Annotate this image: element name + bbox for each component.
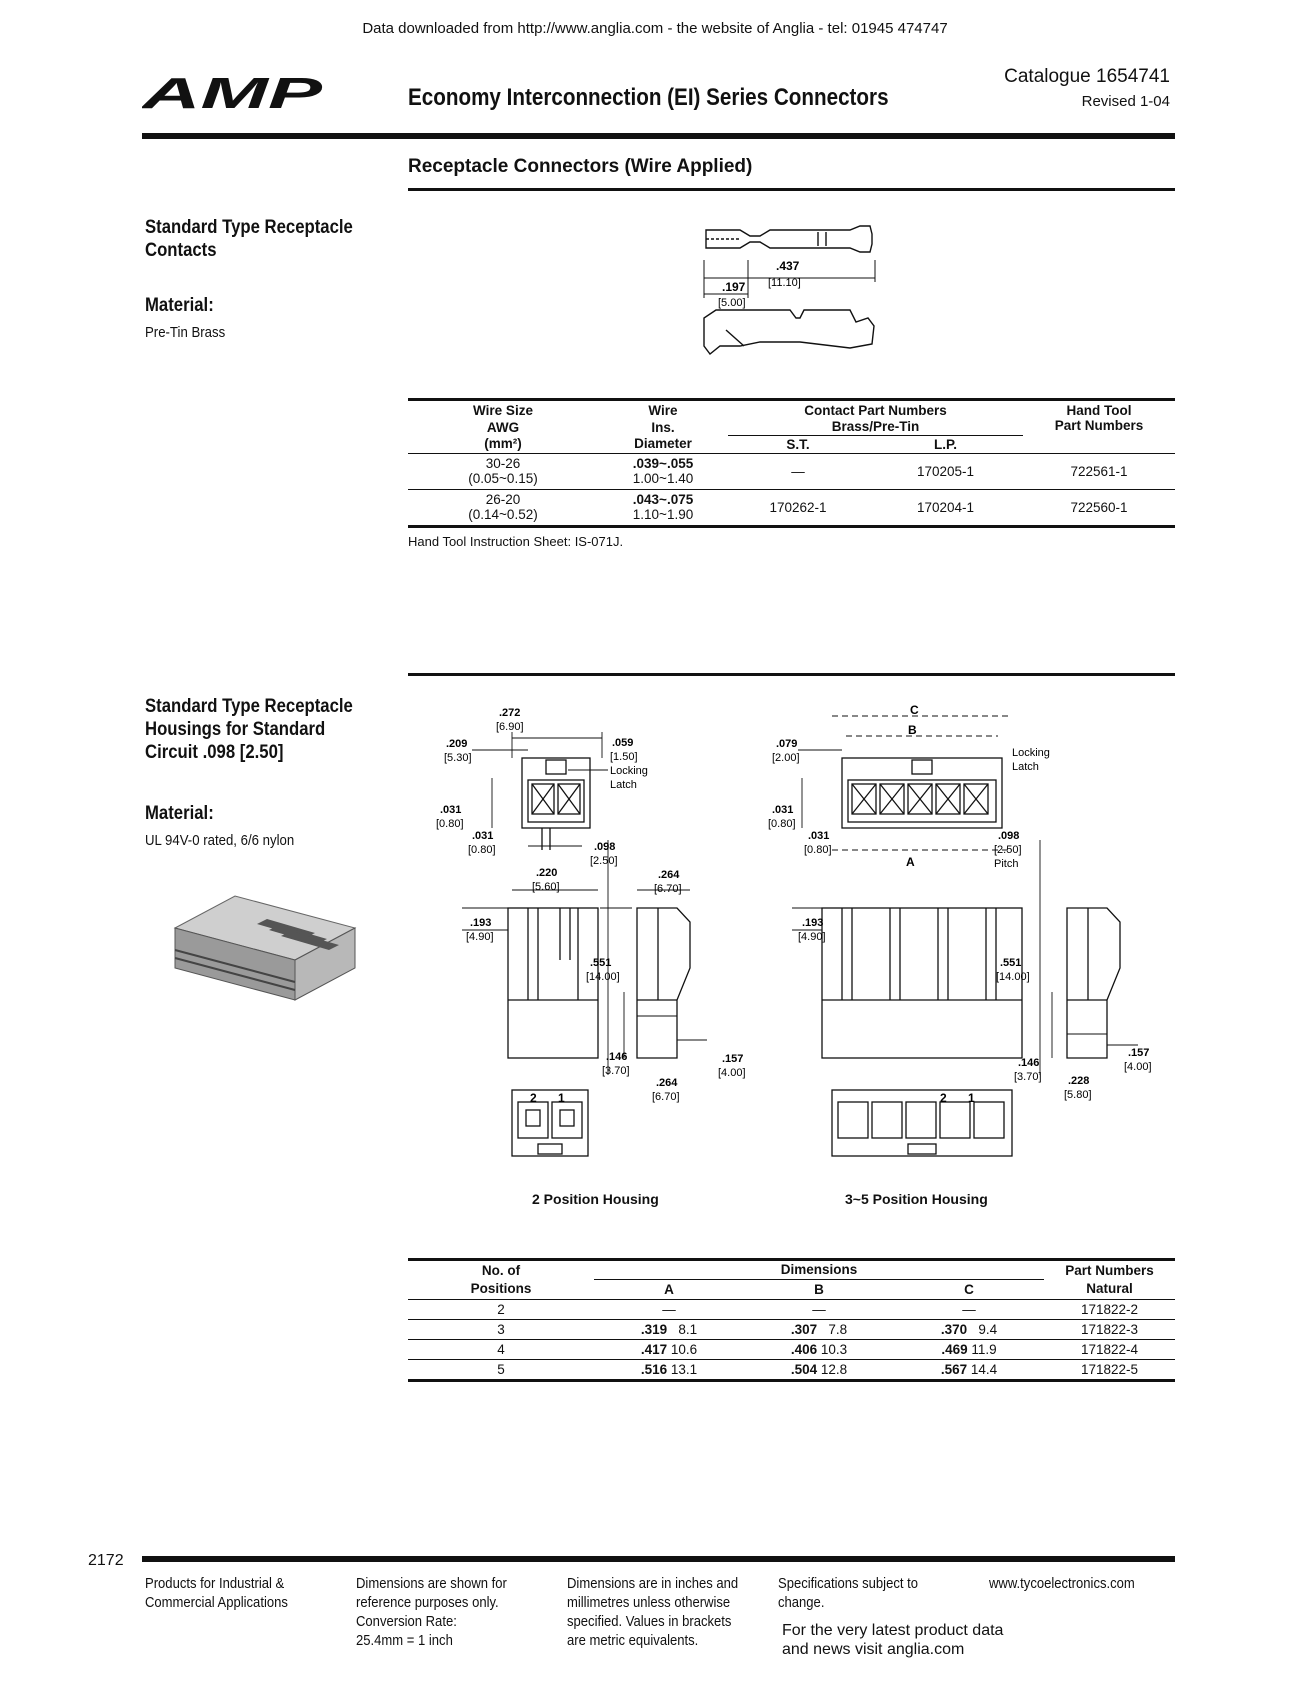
svg-text:.031: .031 xyxy=(808,830,830,842)
svg-text:.264: .264 xyxy=(656,1077,678,1089)
housings-table-wrap xyxy=(408,1258,1175,1382)
footer-col-2: Dimensions are shown for reference purposes only. Conversion Rate: 25.4mm = 1 inch xyxy=(356,1576,507,1649)
th-tool: Hand Tool Part Numbers xyxy=(1054,403,1144,433)
svg-text:.193: .193 xyxy=(802,917,824,929)
catalogue-number: Catalogue 1654741 xyxy=(1004,66,1170,87)
th-dimensions: Dimensions xyxy=(594,1261,1044,1279)
th-mm2: (mm²) xyxy=(484,436,522,452)
dim-437: .437 xyxy=(776,259,800,273)
svg-text:.146: .146 xyxy=(606,1051,628,1063)
page-number: 2172 xyxy=(88,1552,124,1569)
contacts-material-label: Material: xyxy=(145,295,214,316)
th-lp: L.P. xyxy=(933,436,957,452)
th-st: S.T. xyxy=(786,436,810,452)
footer-website[interactable]: www.tycoelectronics.com xyxy=(989,1576,1135,1592)
svg-text:Locking: Locking xyxy=(610,765,648,777)
svg-text:[6.70]: [6.70] xyxy=(652,1091,680,1103)
th-awg: AWG xyxy=(486,419,520,435)
svg-text:.146: .146 xyxy=(1018,1057,1040,1069)
svg-text:[4.90]: [4.90] xyxy=(466,931,494,943)
svg-text:.551: .551 xyxy=(1000,957,1022,969)
footer-rule xyxy=(142,1556,1175,1562)
contact-drawing xyxy=(700,218,890,373)
svg-text:[0.80]: [0.80] xyxy=(768,818,796,830)
th-wire-size: Wire Size xyxy=(473,402,533,418)
svg-text:2: 2 xyxy=(530,1091,537,1105)
svg-text:[2.00]: [2.00] xyxy=(772,752,800,764)
svg-text:.098: .098 xyxy=(998,830,1020,842)
svg-text:.059: .059 xyxy=(612,737,634,749)
th-positions: No. of xyxy=(481,1262,521,1278)
dim-437-mm: [11.10] xyxy=(768,277,801,289)
svg-text:A: A xyxy=(906,855,915,869)
th-a: A xyxy=(664,1281,674,1297)
svg-text:.031: .031 xyxy=(772,804,794,816)
th-ins: Ins. xyxy=(651,419,675,435)
page-title: Economy Interconnection (EI) Series Connectors xyxy=(408,84,889,111)
download-note: Data downloaded from http://www.anglia.com - the website of Anglia - tel: 01945 474747 xyxy=(362,20,948,37)
svg-text:[6.70]: [6.70] xyxy=(654,883,682,895)
logo-text: AMP xyxy=(142,74,324,112)
svg-text:[4.00]: [4.00] xyxy=(1124,1061,1152,1073)
svg-text:C: C xyxy=(910,703,919,717)
svg-text:.031: .031 xyxy=(472,830,494,842)
svg-text:[5.30]: [5.30] xyxy=(444,752,472,764)
drawing-2-position xyxy=(432,700,762,1175)
svg-text:[3.70]: [3.70] xyxy=(602,1065,630,1077)
contacts-material: Pre-Tin Brass xyxy=(145,324,226,341)
caption-2-position: 2 Position Housing xyxy=(532,1191,659,1207)
svg-text:2: 2 xyxy=(940,1091,947,1105)
svg-text:[0.80]: [0.80] xyxy=(804,844,832,856)
svg-text:.551: .551 xyxy=(590,957,612,969)
tool-note: Hand Tool Instruction Sheet: IS-071J. xyxy=(408,534,624,549)
section-title: Receptacle Connectors (Wire Applied) xyxy=(408,156,753,177)
svg-text:.098: .098 xyxy=(594,841,616,853)
svg-text:.079: .079 xyxy=(776,738,798,750)
svg-text:B: B xyxy=(908,723,917,737)
dim-197-mm: [5.00] xyxy=(718,297,746,309)
contacts-table-wrap xyxy=(408,398,1175,549)
table-row: 30-26 (0.05~0.15) .039~.055 1.00~1.40 — 170205-1 722561-1 xyxy=(408,453,1175,489)
th-part-numbers: Part Numbers xyxy=(1065,1262,1154,1278)
svg-text:.272: .272 xyxy=(499,707,521,719)
amp-logo xyxy=(142,74,324,117)
housing-photo xyxy=(165,888,360,1013)
svg-text:.031: .031 xyxy=(440,804,462,816)
svg-text:[3.70]: [3.70] xyxy=(1014,1071,1042,1083)
svg-text:[2.50]: [2.50] xyxy=(994,844,1022,856)
svg-text:.220: .220 xyxy=(536,867,558,879)
svg-text:Pitch: Pitch xyxy=(994,858,1019,870)
th-wire: Wire xyxy=(648,402,678,418)
svg-text:[14.00]: [14.00] xyxy=(996,971,1030,983)
svg-text:[1.50]: [1.50] xyxy=(610,751,638,763)
revision-date: Revised 1-04 xyxy=(1081,93,1170,110)
housings-heading: Standard Type Receptacle Housings for Standard Circuit .098 [2.50] xyxy=(145,696,353,763)
dim-197: .197 xyxy=(722,280,746,294)
svg-text:.193: .193 xyxy=(470,917,492,929)
header-rule xyxy=(142,133,1175,139)
svg-text:.228: .228 xyxy=(1068,1075,1090,1087)
svg-text:[6.90]: [6.90] xyxy=(496,721,524,733)
svg-text:Latch: Latch xyxy=(610,779,637,791)
svg-text:1: 1 xyxy=(968,1091,975,1105)
section-rule xyxy=(408,188,1175,191)
footer-col-3: Dimensions are in inches and millimetres unless otherwise specified. Values in brackets are metric equivalents. xyxy=(567,1576,739,1649)
svg-text:[0.80]: [0.80] xyxy=(468,844,496,856)
svg-text:[14.00]: [14.00] xyxy=(586,971,620,983)
th-brass: Brass/Pre-Tin xyxy=(728,419,1023,435)
housings-material-label: Material: xyxy=(145,803,214,824)
table-row: 2 — — — 171822-2 xyxy=(408,1299,1175,1319)
drawing-3-5-position xyxy=(762,700,1172,1175)
svg-text:[5.60]: [5.60] xyxy=(532,881,560,893)
svg-text:.157: .157 xyxy=(1128,1047,1150,1059)
svg-text:[4.90]: [4.90] xyxy=(798,931,826,943)
contacts-table xyxy=(408,401,1175,525)
footer-col-4: Specifications subject to change. xyxy=(778,1576,919,1611)
caption-3-5-position: 3~5 Position Housing xyxy=(845,1191,988,1207)
housings-rule xyxy=(408,673,1175,676)
svg-text:Locking: Locking xyxy=(1012,747,1050,759)
housings-material: UL 94V-0 rated, 6/6 nylon xyxy=(145,832,295,849)
table-row: 26-20 (0.14~0.52) .043~.075 1.10~1.90 170262-1 170204-1 722560-1 xyxy=(468,492,1128,523)
svg-text:[2.50]: [2.50] xyxy=(590,855,618,867)
svg-text:[0.80]: [0.80] xyxy=(436,818,464,830)
footer-col-1: Products for Industrial & Commercial Applications xyxy=(145,1576,288,1611)
th-c: C xyxy=(964,1281,974,1297)
th-contact: Contact Part Numbers xyxy=(804,402,947,418)
table-row: 4 .417 10.6 .406 10.3 .469 11.9 171822-4 xyxy=(408,1339,1175,1359)
table-row: 5 .516 13.1 .504 12.8 .567 14.4 171822-5 xyxy=(497,1361,1139,1377)
th-b: B xyxy=(814,1281,824,1297)
svg-text:.157: .157 xyxy=(722,1053,744,1065)
anglia-note: For the very latest product data and news visit anglia.com xyxy=(782,1622,1004,1658)
housings-table: No. of Dimensions Part Numbers Positions A B C Natural 2 — — — 171822-2 3 .319 8.1 .307 7.8 .370 9.4 171822-3 4 .417 10.6 .406 10.3 .469 11.9 171822-4 5 .516 13.1 .504 12.8 .567 14.4 171822-5 xyxy=(408,1261,1175,1379)
contacts-heading: Standard Type Receptacle Contacts xyxy=(145,217,353,261)
svg-text:.209: .209 xyxy=(446,738,468,750)
svg-text:.264: .264 xyxy=(658,869,680,881)
svg-text:1: 1 xyxy=(558,1091,565,1105)
svg-text:Latch: Latch xyxy=(1012,761,1039,773)
svg-text:[5.80]: [5.80] xyxy=(1064,1089,1092,1101)
svg-text:[4.00]: [4.00] xyxy=(718,1067,746,1079)
table-row: 3 .319 8.1 .307 7.8 .370 9.4 171822-3 xyxy=(408,1319,1175,1339)
th-diameter: Diameter xyxy=(634,436,692,452)
